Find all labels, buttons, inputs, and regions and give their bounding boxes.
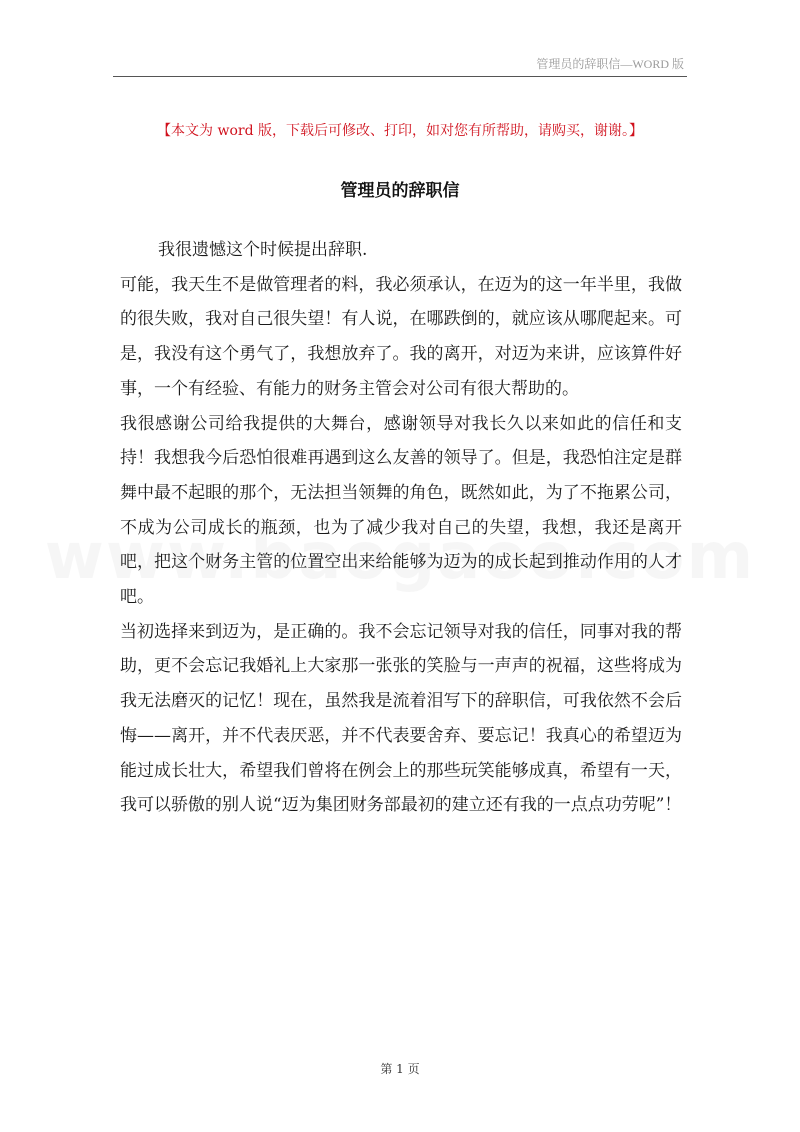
page-number: 第 1 页 — [380, 1062, 420, 1076]
document-title: 管理员的辞职信 — [340, 181, 460, 201]
download-notice: 【本文为 word 版，下载后可修改、打印，如对您有所帮助，请购买，谢谢。】 — [157, 123, 643, 139]
paragraph-1: 可能，我天生不是做管理者的料，我必须承认，在迈为的这一年半里，我做的很失败，我对自己很失望！有人说，在哪跌倒的，就应该从哪爬起来。可是，我没有这个勇气了，我想放弃了。我的离开，对迈为来讲，应该算件好事，一个有经验、有能力的财务主管会对公司有很大帮助的。 — [120, 274, 682, 399]
paragraph-2: 我很感谢公司给我提供的大舞台，感谢领导对我长久以来如此的信任和支持！我想我今后恐怕很难再遇到这么友善的领导了。但是，我恐怕注定是群舞中最不起眼的那个，无法担当领舞的角色，既然如此，为了不拖累公司，不成为公司成长的瓶颈，也为了减少我对自己的失望，我想，我还是离开吧，把这个财务主管的位置空出来给能够为迈为的成长起到推动作用的人才吧。 — [120, 413, 682, 608]
header-divider — [113, 76, 687, 77]
paragraph-opening: 我很遗憾这个时候提出辞职. — [158, 240, 368, 260]
document-body — [120, 233, 682, 823]
running-header: 管理员的辞职信—WORD 版 — [536, 57, 684, 71]
paragraph-3: 当初选择来到迈为，是正确的。我不会忘记领导对我的信任，同事对我的帮助，更不会忘记我婚礼上大家那一张张的笑脸与一声声的祝福，这些将成为我无法磨灭的记忆！现在，虽然我是流着泪写下的辞职信，可我依然不会后悔——离开，并不代表厌恶，并不代表要舍弃、要忘记！我真心的希望迈为能过成长壮大，希望我们曾将在例会上的那些玩笑能够成真，希望有一天，我可以骄傲的别人说“迈为集团财务部最初的建立还有我的一点点功劳呢”！ — [120, 621, 682, 816]
